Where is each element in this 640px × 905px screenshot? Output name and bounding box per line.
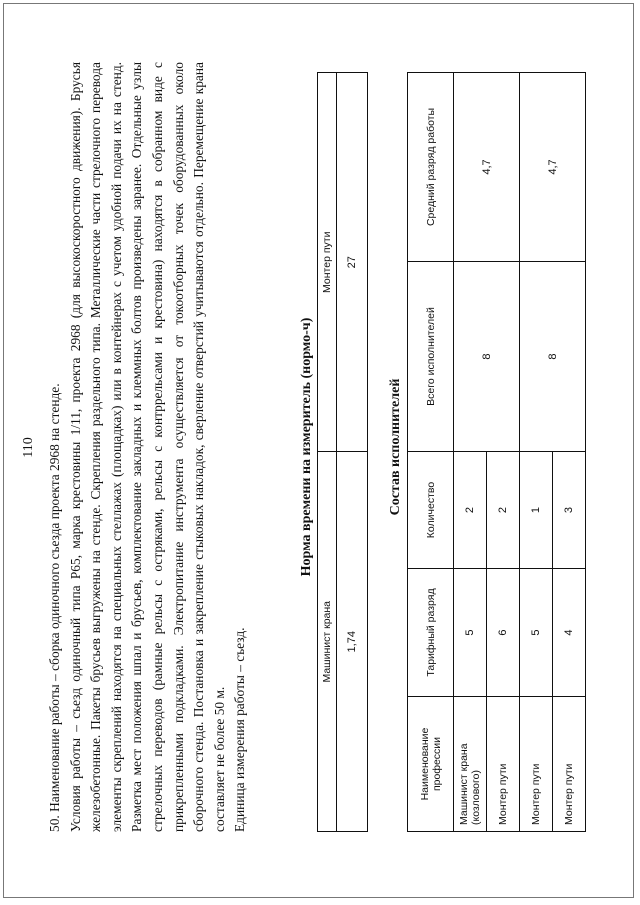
crew-count: 2: [454, 452, 487, 569]
document-page: [15, 15, 615, 880]
crew-avg-grade: 4,7: [454, 73, 520, 262]
time-norm-value-track: 27: [337, 73, 368, 453]
crew-header-profession: Наименование профессии: [408, 697, 454, 832]
crew-grade: 5: [454, 569, 487, 697]
crew-profession: Машинист крана (козлового): [454, 697, 487, 832]
crew-table: [407, 72, 586, 832]
crew-grade: 6: [487, 569, 520, 697]
page-number: 110: [21, 437, 36, 458]
time-norm-header-crane: Машинист крана: [318, 452, 337, 832]
crew-header-total: Всего исполнителей: [408, 262, 454, 452]
time-norm-table: [317, 72, 368, 832]
table-row: [520, 73, 553, 832]
crew-header-count: Количество: [408, 452, 454, 569]
crew-count: 2: [487, 452, 520, 569]
crew-header-avg-grade: Средний разряд работы: [408, 73, 454, 262]
crew-total: 8: [454, 262, 520, 452]
paragraph-title: 50. Наименование работы – сборка одиночного съезда проекта 2968 на стенде.: [47, 383, 62, 832]
paragraph-unit: Единица измерения работы – съезд.: [232, 627, 248, 832]
crew-grade: 5: [520, 569, 553, 697]
crew-profession: Монтер пути: [553, 697, 586, 832]
time-norm-heading: Норма времени на измеритель (нормо-ч): [299, 317, 314, 577]
crew-avg-grade: 4,7: [520, 73, 586, 262]
crew-profession: Монтер пути: [520, 697, 553, 832]
crew-total: 8: [520, 262, 586, 452]
crew-count: 1: [520, 452, 553, 569]
text-block: [45, 62, 251, 832]
crew-profession: Монтер пути: [487, 697, 520, 832]
paragraph-conditions: Условия работы – съезд одиночный типа Р65, марка крестовины 1/11, проекта 2968 (для высокоскоростного движения). Брусья железобетонные. Пакеты брусьев выгружены на стенде. Скрепления раздельного типа. Металлические части стрелочного перевода элементы скреплений находятся на специальных стеллажах (площадках) или в контейнерах с учетом удобной подачи их на стенд. Разметка мест положения шпал и брусьев, комплектование закладных и клеммных болтов произведены заранее. Отдельные узлы стрелочных переводов (рамные рельсы с остряками, рельсы с контррельсами и крестовина) находятся в собранном виде с прикрепленными подкладками. Электропитание инструмента осуществляется от токоотборных точек оборудованных около сборочного стенда. Постановка и закрепление стыковых накладок, сверление отверстий учитываются отдельно. Перемещение крана составляет не более 50 м.: [67, 62, 227, 832]
time-norm-header-track: Монтер пути: [318, 73, 337, 453]
time-norm-value-crane: 1,74: [337, 452, 368, 832]
crew-header-grade: Тарифный разряд: [408, 569, 454, 697]
crew-grade: 4: [553, 569, 586, 697]
table-row: [454, 73, 487, 832]
crew-heading: Состав исполнителей: [388, 378, 403, 516]
crew-count: 3: [553, 452, 586, 569]
